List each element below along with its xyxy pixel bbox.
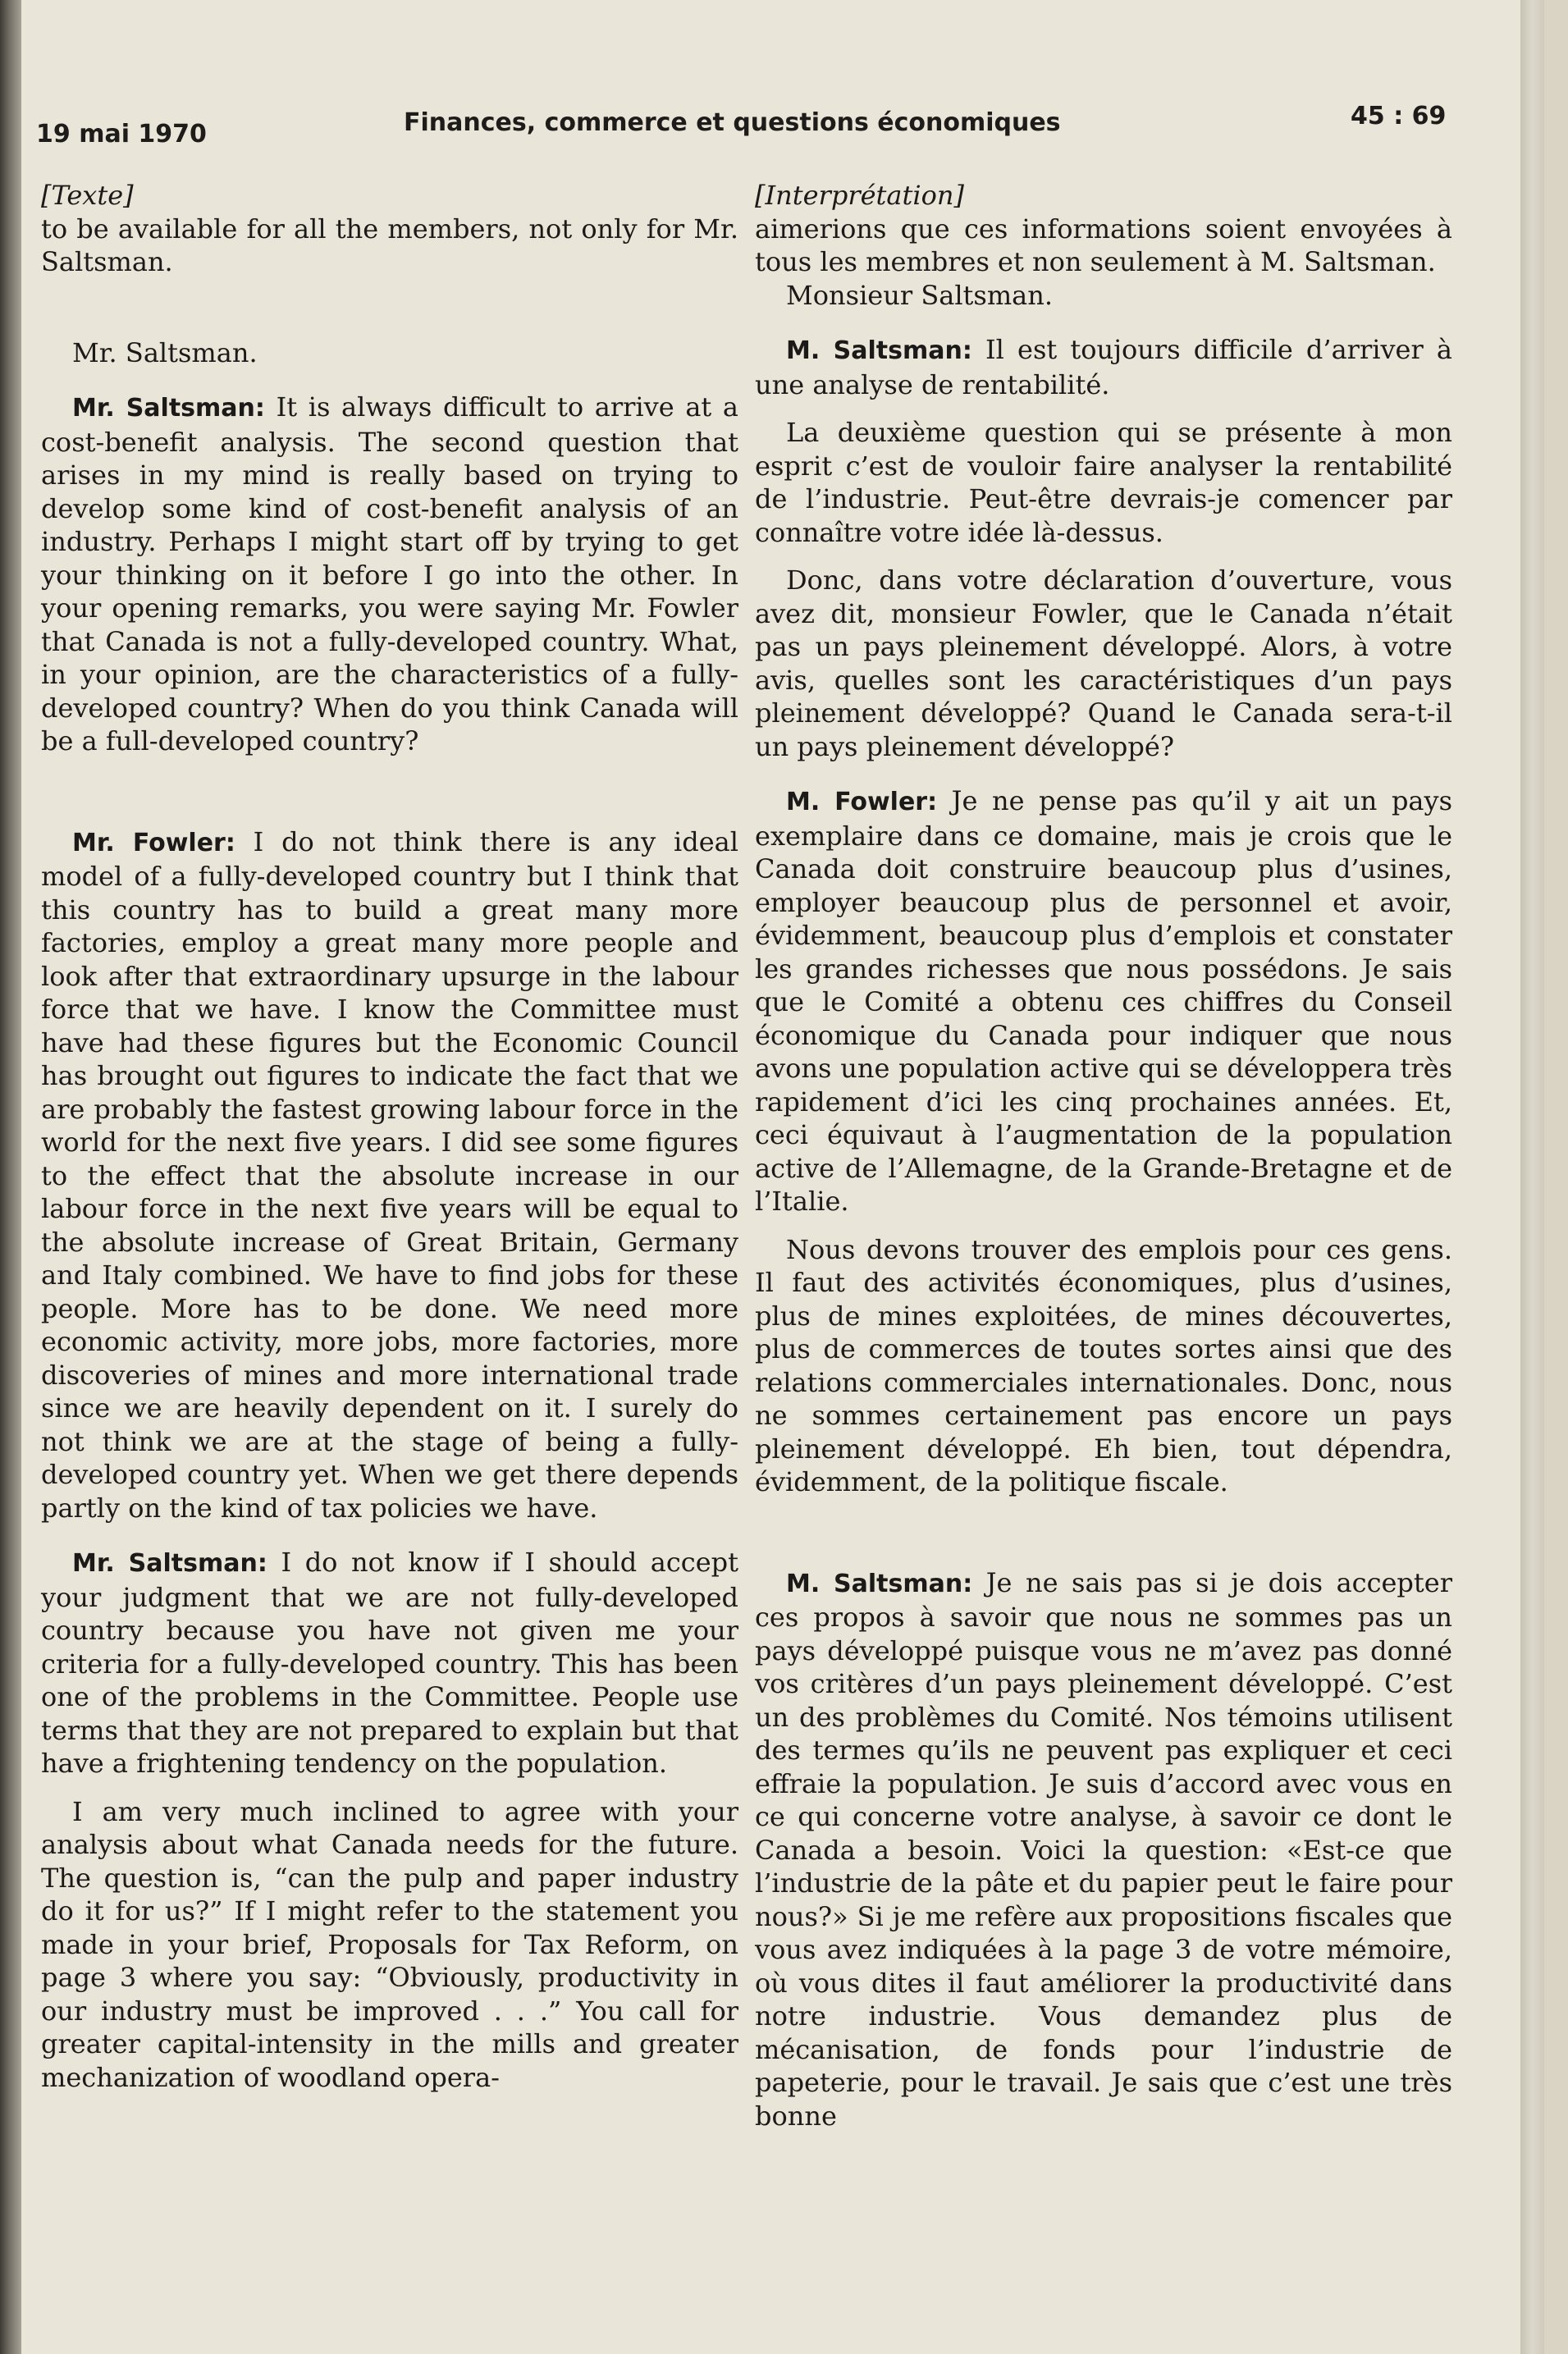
speech-text: Je ne pense pas qu’il y ait un pays exemplaire dans ce domaine, mais je crois que le Canada doit construire beaucoup plus d’usines, employer beaucoup plus de personnel et avoir, évidemment, beaucoup plus d’emplois et constater les grandes richesses que nous possédons. Je sais que le Comité a obtenu ces chiffres du Conseil économique du Canada pour indiquer que nous avons une population active qui se développera très rapidement d’ici les cinq prochaines années. Et, ceci équivaut à l’augmentation de la population active de l’Allemagne, de la Grande-Bretagne et de l’Italie. xyxy=(755,785,1453,1217)
speech-paragraph xyxy=(755,1566,1452,2133)
speech-text: Je ne sais pas si je dois accepter ces propos à savoir que nous ne sommes pas un pays développé puisque vous ne m’avez pas donné vos critères d’un pays pleinement développé. C’est un des problèmes du Comité. Nos témoins utilisent des termes qu’ils ne peuvent pas expliquer et ceci effraie la population. Je suis d’accord avec vous en ce qui concerne votre analyse, à savoir ce dont le Canada a besoin. Voici la question: «Est-ce que l’industrie de la pâte et du papier peut le faire pour nous?» Si je me refère aux propositions fiscales que vous avez indiquées à la page 3 de votre mémoire, où vous dites il faut améliorer la productivité dans notre industrie. Vous demandez plus de mécanisation, de fonds pour l’industrie de papeterie, pour le travail. Je sais que c’est une très bonne xyxy=(755,1566,1453,2132)
speaker-name: Mr. Saltsman: xyxy=(72,1549,267,1578)
speech-text: I do not think there is any ideal model of a fully-developed country but I think that this country has to build a great many more factories, employ a great many more people and look after that extraordinary upsurge in the labour force that we have. I know the Committee must have had these figures but the Economic Council has brought out figures to indicate the fact that we are probably the fastest growing labour force in the world for the next five years. I did see some figures to the effect that the absolute increase in our labour force in the next five years will be equal to the absolute increase of Great Britain, Germany and Italy combined. We have to find jobs for these people. More has to be done. We need more economic activity, more jobs, more factories, more discoveries of mines and more international trade since we are heavily dependent on it. I surely do not think we are at the stage of being a fully-developed country yet. When we get there depends partly on the kind of tax policies we have. xyxy=(41,825,738,1524)
paragraph: to be available for all the members, not only for Mr. Saltsman. xyxy=(41,213,738,277)
right-column-french xyxy=(755,179,1452,2132)
page-edge xyxy=(1520,0,1544,2354)
header-page-number: 45 : 69 xyxy=(1351,102,1447,130)
paragraph: I am very much inclined to agree with your analysis about what Canada needs for the future. The question is, “can the pulp and paper industry do it for us?” If I might refer to the statement you made in your brief, Proposals for Tax Reform, on page 3 where you say: “Obviously, productivity in our industry must be improved . . .” You call for greater capital-intensity in the mills and greater mechanization of woodland opera- xyxy=(41,1795,738,2093)
speech-text: I do not know if I should accept your judgment that we are not fully-developed country because you have not given me your criteria for a fully-developed country. This has been one of the problems in the Committee. People use terms that they are not prepared to explain but that have a frightening tendency on the population. xyxy=(41,1547,739,1779)
speech-text: Il est toujours difficile d’arriver à une analyse de rentabilité. xyxy=(755,334,1453,400)
header-date: 19 mai 1970 xyxy=(36,120,207,149)
speech-paragraph xyxy=(755,333,1452,401)
book-binding-shadow xyxy=(0,0,21,2354)
speech-text: It is always difficult to arrive at a cost-benefit analysis. The second question that arises in my mind is really based on trying to develop some kind of cost-benefit analysis of an industry. Perhaps I might start off by trying to get your thinking on it before I go into the other. In your opening remarks, you were saying Mr. Fowler that Canada is not a fully-developed country. What, in your opinion, are the characteristics of a fully-developed country? When do you think Canada will be a full-developed country? xyxy=(41,391,739,756)
paragraph: Donc, dans votre déclaration d’ouverture, vous avez dit, monsieur Fowler, que le Canada n’était pas un pays pleinement développé. Alors, à votre avis, quelles sont les caractéristiques d’un pays pleinement développé? Quand le Canada sera-t-il un pays pleinement développé? xyxy=(755,565,1452,762)
speech-paragraph xyxy=(41,391,738,758)
speaker-name: M. Fowler: xyxy=(786,788,938,816)
paragraph: aimerions que ces informations soient envoyées à tous les membres et non seulement à M. Saltsman. xyxy=(755,213,1452,277)
speech-paragraph xyxy=(41,1546,738,1780)
paragraph: Mr. Saltsman. xyxy=(72,336,258,368)
speech-paragraph xyxy=(755,784,1452,1218)
language-tag: [Interprétation] xyxy=(755,180,964,211)
speaker-name: M. Saltsman: xyxy=(786,336,972,365)
speech-paragraph xyxy=(41,825,738,1525)
paragraph: Nous devons trouver des emplois pour ces gens. Il faut des activités économiques, plus d’usines, plus de mines exploitées, de mines découvertes, plus de commerces de toutes sortes ainsi que des relations commerciales internationales. Donc, nous ne sommes certainement pas encore un pays pleinement développé. Eh bien, tout dépendra, évidemment, de la politique fiscale. xyxy=(755,1233,1452,1497)
paragraph: Monsieur Saltsman. xyxy=(786,279,1054,311)
left-column-english xyxy=(41,179,738,2094)
language-tag: [Texte] xyxy=(41,180,134,211)
paragraph: La deuxième question qui se présente à mon esprit c’est de vouloir faire analyser la rentabilité de l’industrie. Peut-être devrais-je comencer par connaître votre idée là-dessus. xyxy=(755,417,1452,548)
header-title: Finances, commerce et questions économiques xyxy=(404,108,1061,137)
speaker-name: Mr. Saltsman: xyxy=(72,394,265,423)
speaker-name: M. Saltsman: xyxy=(786,1569,973,1598)
speaker-name: Mr. Fowler: xyxy=(72,828,235,857)
